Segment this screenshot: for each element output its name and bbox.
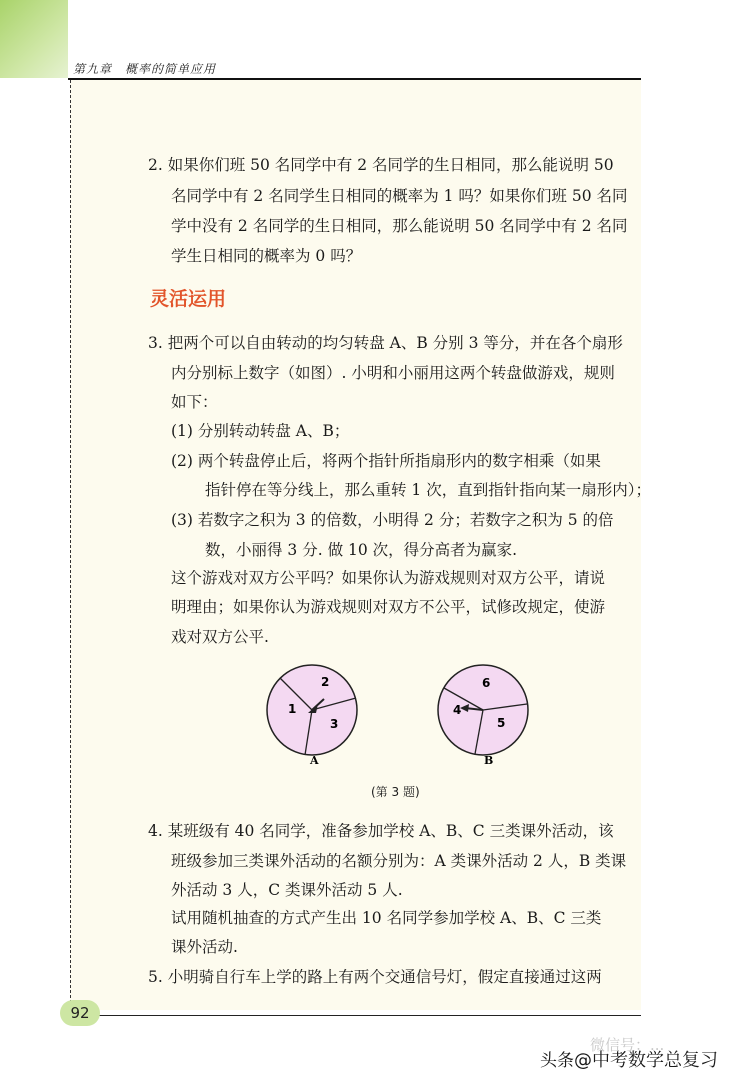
spinner-a-number: 3 (330, 717, 339, 731)
problem3-rule: (1) 分别转动转盘 A、B； (171, 422, 350, 440)
section-title: 灵活运用 (150, 288, 227, 310)
chapter-header: 第九章 概率的简单应用 (73, 62, 217, 76)
problem3-line: 3. 把两个可以自由转动的均匀转盘 A、B 分别 3 等分，并在各个扇形 (148, 334, 623, 352)
problem3-question: 明理由；如果你认为游戏规则对双方不公平，试修改规定，使游 (171, 598, 606, 616)
watermark-handle: @中考数学总复习 (574, 1050, 718, 1071)
spinner-figure (250, 660, 550, 775)
spinner-b-number: 6 (482, 676, 491, 690)
watermark-prefix: 头条 (540, 1051, 574, 1071)
spinner-b (438, 665, 528, 767)
problem3-rule: (3) 若数字之积为 3 的倍数，小明得 2 分；若数字之积为 5 的倍 (171, 511, 614, 529)
spinner-b-number: 5 (497, 716, 506, 730)
problem4-line: 班级参加三类课外活动的名额分别为：A 类课外活动 2 人，B 类课 (171, 852, 627, 870)
problem3-rule: 数，小丽得 3 分. 做 10 次，得分高者为赢家. (205, 541, 518, 559)
footer-rule (95, 1015, 641, 1016)
problem3-question: 这个游戏对双方公平吗？如果你认为游戏规则对双方公平，请说 (171, 569, 606, 587)
problem4-line: 试用随机抽查的方式产生出 10 名同学参加学校 A、B、C 三类 (171, 909, 602, 927)
spinner-a-label: A (310, 754, 319, 767)
problem3-rule: 指针停在等分线上，那么重转 1 次，直到指针指向某一扇形内）； (205, 481, 651, 499)
problem3-line: 如下： (171, 393, 218, 411)
spinner-a-number: 1 (288, 702, 297, 716)
problem5-line: 5. 小明骑自行车上学的路上有两个交通信号灯，假定直接通过这两 (148, 968, 602, 986)
margin-dash-line (70, 80, 71, 1008)
problem4-line: 课外活动. (171, 938, 238, 956)
figure-caption: (第 3 题) (371, 785, 420, 799)
problem3-rule: (2) 两个转盘停止后，将两个指针所指扇形内的数字相乘（如果 (171, 452, 601, 470)
watermark-ghost-text: 微信号：... (590, 1036, 665, 1054)
spinner-b-label: B (484, 754, 494, 767)
problem2-line: 学生日相同的概率为 0 吗？ (171, 247, 362, 265)
watermark (540, 1036, 718, 1072)
problem3-line: 内分别标上数字（如图）. 小明和小丽用这两个转盘做游戏，规则 (171, 364, 615, 382)
spinner-b-number: 4 (453, 703, 462, 717)
problem2-line: 学中没有 2 名同学的生日相同，那么能说明 50 名同学中有 2 名同 (171, 217, 628, 235)
problem3-question: 戏对双方公平. (171, 628, 269, 646)
problem4-line: 4. 某班级有 40 名同学，准备参加学校 A、B、C 三类课外活动，该 (148, 822, 614, 840)
page-number: 92 (60, 1000, 100, 1026)
chapter-corner-tab (0, 0, 68, 78)
spinner-a-number: 2 (321, 675, 330, 689)
spinner-a (267, 665, 357, 767)
problem4-line: 外活动 3 人，C 类课外活动 5 人. (171, 881, 403, 899)
problem2-line: 名同学中有 2 名同学生日相同的概率为 1 吗？如果你们班 50 名同 (171, 187, 628, 205)
problem2-line: 2. 如果你们班 50 名同学中有 2 名同学的生日相同，那么能说明 50 (148, 156, 614, 174)
